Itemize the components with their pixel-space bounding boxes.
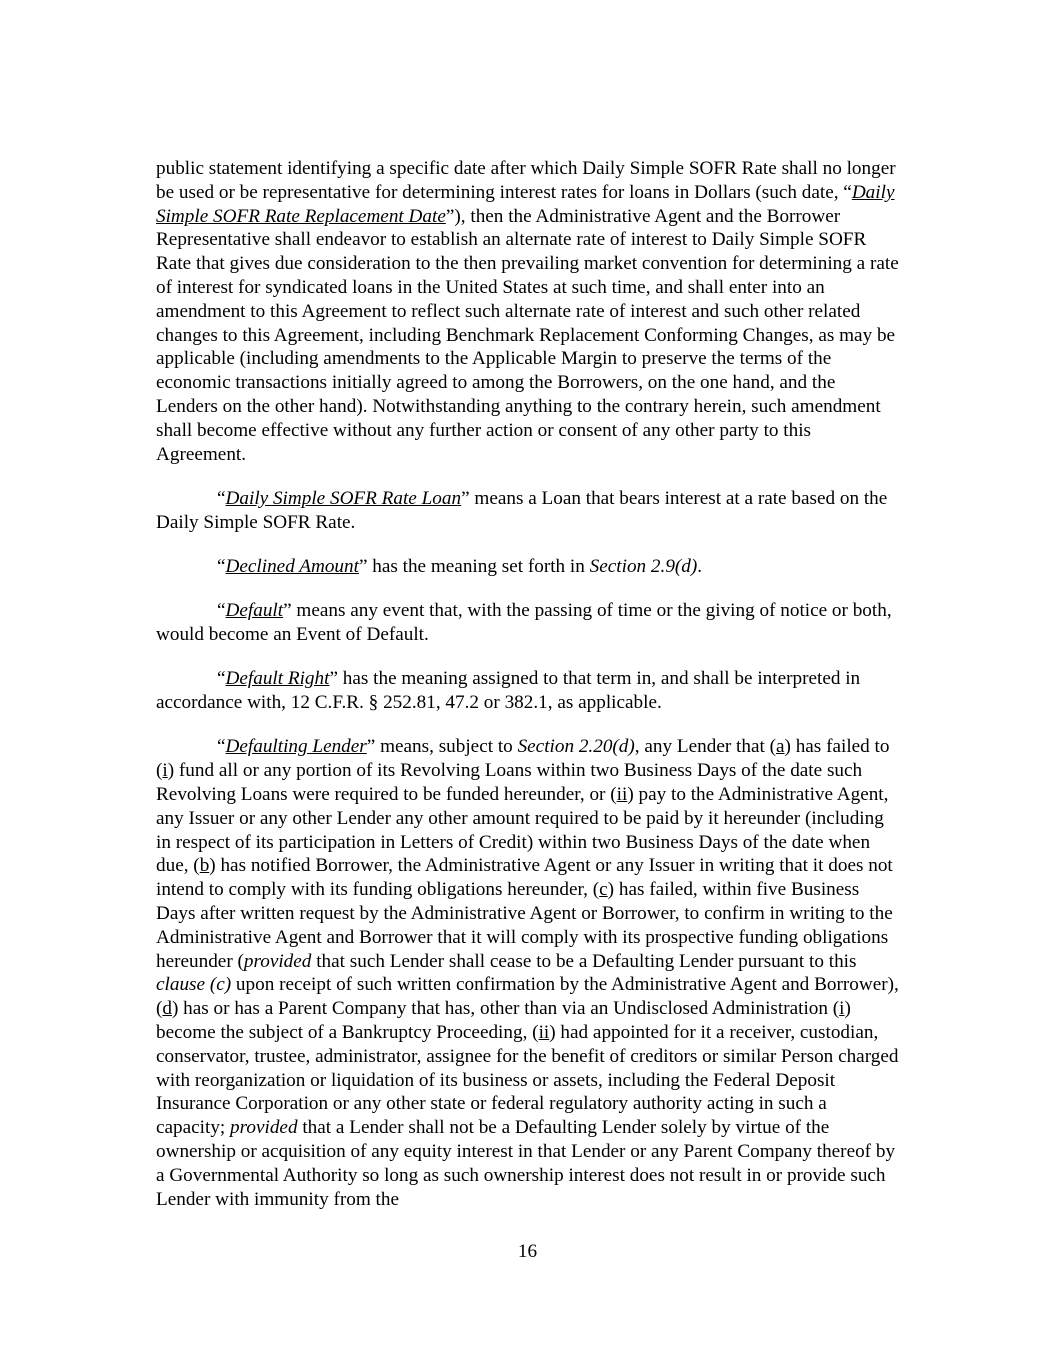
- proviso-word: provided: [230, 1117, 298, 1139]
- text-run: ” means, subject to: [366, 736, 518, 758]
- text-run: “: [217, 600, 226, 622]
- clause-marker: b: [199, 855, 210, 877]
- clause-marker: ii: [538, 1022, 550, 1043]
- clause-marker: ii: [616, 784, 628, 806]
- text-run: ) pay to the Administrative Agent, any Issuer or any other Lender any other amount required to be paid by it hereunder (including in respect of its participation in Letters of Credit) within two Business Days of the date when due, (: [156, 784, 889, 877]
- text-run: ” has the meaning assigned to that term in, and shall be interpreted in accordance with, 12 C.F.R. § 252.81, 47.2 or 382.1, as applicable.: [156, 668, 861, 714]
- text-run: , any Lender that (: [634, 736, 776, 758]
- text-run: ” means any event that, with the passing of time or the giving of notice or both, would become an Event of Default.: [156, 600, 892, 646]
- clause-marker: i: [162, 760, 168, 782]
- text-run: ) has failed to (: [156, 736, 890, 782]
- clause-reference: clause (c): [156, 974, 232, 996]
- page-number: 16: [517, 1241, 538, 1262]
- text-run: “: [217, 555, 226, 577]
- text-run: ”), then the Administrative Agent and the Borrower Representative shall endeavor to establish an alternate rate of interest to Daily Simple SOFR Rate that gives due consideration to the then prevailing market convention for determining a rate of interest for syndicated loans in the United States at such time, and shall enter into an amendment to this Agreement to reflect such alternate rate of interest and such other related changes to this Agreement, including Benchmark Replacement Conforming Changes, as may be applicable (including amendments to the Applicable Margin to preserve the terms of the economic transactions initially agreed to among the Borrowers, on the one hand, and the Lenders on the other hand). Notwithstanding anything to the contrary herein, such amendment shall become effective without any further action or consent of any other party to this Agreement.: [156, 205, 899, 465]
- text-run: .: [697, 555, 703, 577]
- text-run: that such Lender shall cease to be a Defaulting Lender pursuant to this: [311, 950, 857, 972]
- definition-default: [156, 599, 900, 647]
- clause-marker: c: [599, 879, 608, 901]
- defined-term: Declined Amount: [225, 555, 359, 577]
- defined-term: Daily Simple SOFR Rate Loan: [225, 487, 462, 509]
- text-run: ” has the meaning set forth in: [358, 555, 590, 577]
- text-run: ) has notified Borrower, the Administrative Agent or any Issuer in writing that it does not intend to comply with its funding obligations hereunder, (: [156, 855, 893, 901]
- section-reference: Section 2.20(d): [517, 736, 635, 758]
- text-run: ” means a Loan that bears interest at a rate based on the Daily Simple SOFR Rate.: [156, 487, 888, 533]
- definition-daily-simple-sofr-rate-loan: [156, 487, 900, 535]
- text-run: ) has failed, within five Business Days after written request by the Administrative Agent or Borrower, to confirm in writing to the Administrative Agent and Borrower that it will comply with its prospective funding obligations hereunder (: [156, 879, 893, 972]
- defined-term: Default Right: [225, 668, 330, 690]
- text-run: ) fund all or any portion of its Revolving Loans within two Business Days of the date such Revolving Loans were required to be funded hereunder, or (: [156, 760, 863, 806]
- defined-term: Default: [225, 600, 284, 622]
- clause-marker: d: [162, 998, 172, 1020]
- text-run: “: [217, 736, 226, 758]
- text-run: public statement identifying a specific date after which Daily Simple SOFR Rate shall no longer be used or be representative for determining interest rates for loans in Dollars (such date, “: [156, 158, 896, 203]
- proviso-word: provided: [243, 950, 312, 972]
- clause-marker: i: [839, 998, 845, 1020]
- definition-declined-amount: [156, 555, 900, 579]
- defined-term: Defaulting Lender: [225, 736, 367, 758]
- document-body: [156, 157, 900, 1232]
- text-run: that a Lender shall not be a Defaulting Lender solely by virtue of the ownership or acquisition of any equity interest in that Lender or any Parent Company thereof by a Governmental Authority so long as such ownership interest does not result in or provide such Lender with immunity from the: [156, 1117, 896, 1210]
- paragraph-continuation: [156, 157, 900, 466]
- section-reference: Section 2.9(d): [589, 555, 698, 577]
- text-run: “: [217, 668, 226, 690]
- clause-marker: a: [775, 736, 785, 758]
- definition-defaulting-lender: [156, 735, 900, 1211]
- defined-term: Daily Simple SOFR Rate Replacement Date: [156, 181, 895, 227]
- definition-default-right: [156, 667, 900, 715]
- text-run: ) become the subject of a Bankruptcy Proceeding, (: [156, 998, 851, 1043]
- text-run: ) had appointed for it a receiver, custodian, conservator, trustee, administrator, assignee for the benefit of creditors or similar Person charged with reorganization or liquidation of its business or assets, including the Federal Deposit Insurance Corporation or any other state or federal regulatory authority acting in such a capacity;: [156, 1022, 899, 1139]
- text-run: ) has or has a Parent Company that has, other than via an Undisclosed Administration (: [171, 998, 840, 1020]
- text-run: “: [217, 487, 226, 509]
- text-run: upon receipt of such written confirmation by the Administrative Agent and Borrower), (: [156, 974, 899, 1020]
